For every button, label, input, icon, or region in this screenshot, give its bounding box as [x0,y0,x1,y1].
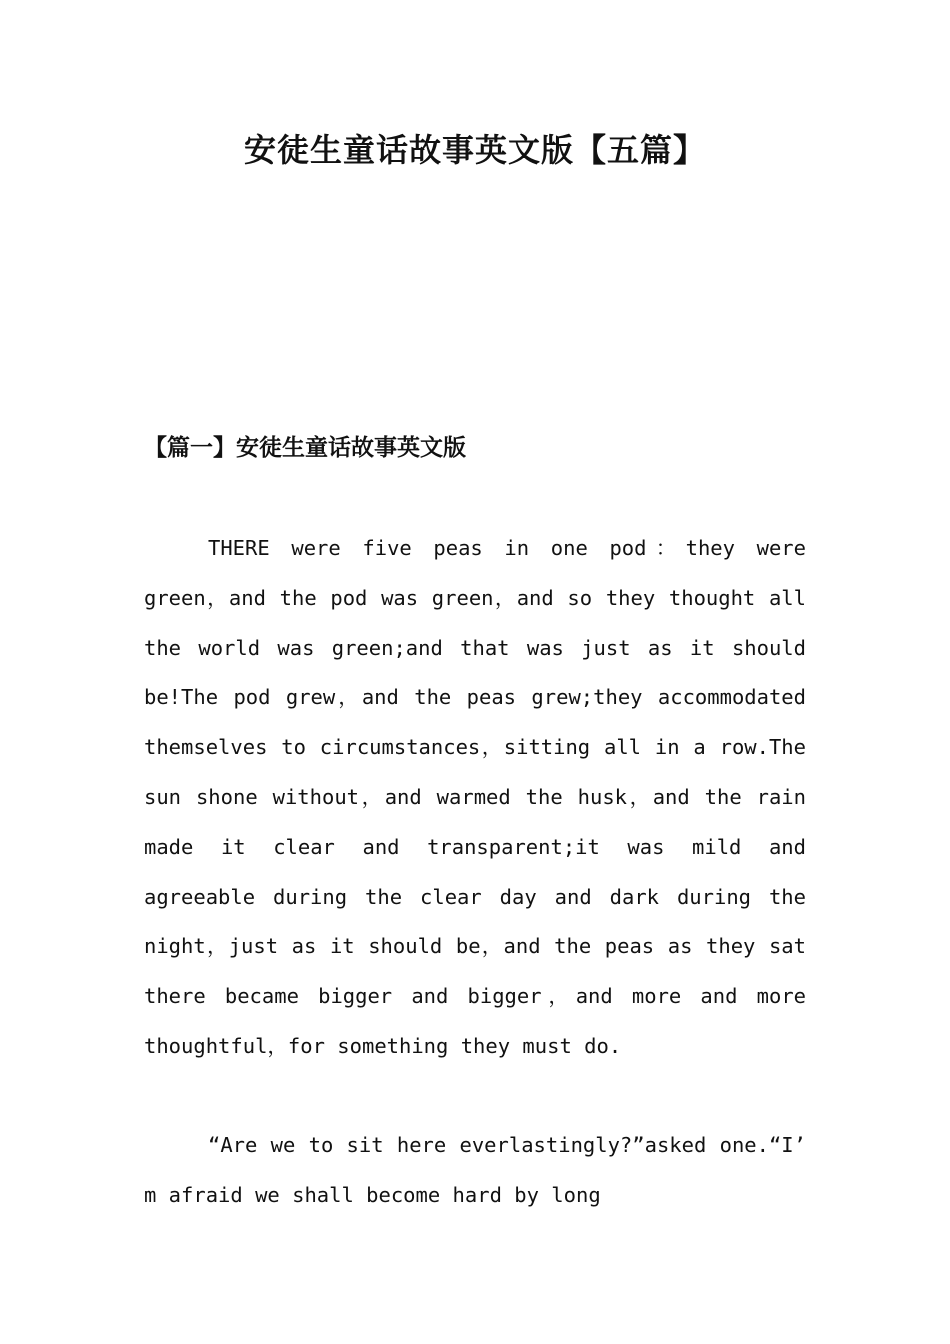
document-title: 安徒生童话故事英文版【五篇】 [243,131,706,169]
story-paragraph [144,1121,806,1221]
story-paragraph [144,524,806,1072]
paragraph-text: “Are we to sit here everlastingly?”asked one.“I’ m afraid we shall become hard by long [144,1133,806,1207]
section-heading: 【篇一】安徒生童话故事英文版 [144,434,466,461]
paragraph-text: THERE were five peas in one pod：they were green，and the pod was green，and so they thought all the world was green;and that was just as it should be!The pod grew，and the peas grew;they accommodated themselves to circumstances，sitting all in a row.The sun shone without，and warmed the husk，and the rain made it clear and transparent;it was mild and agreeable during the clear day and dark during the night，just as it should be，and the peas as they sat there became bigger and bigger，and more and more thoughtful，for something they must do. [144,536,806,1058]
